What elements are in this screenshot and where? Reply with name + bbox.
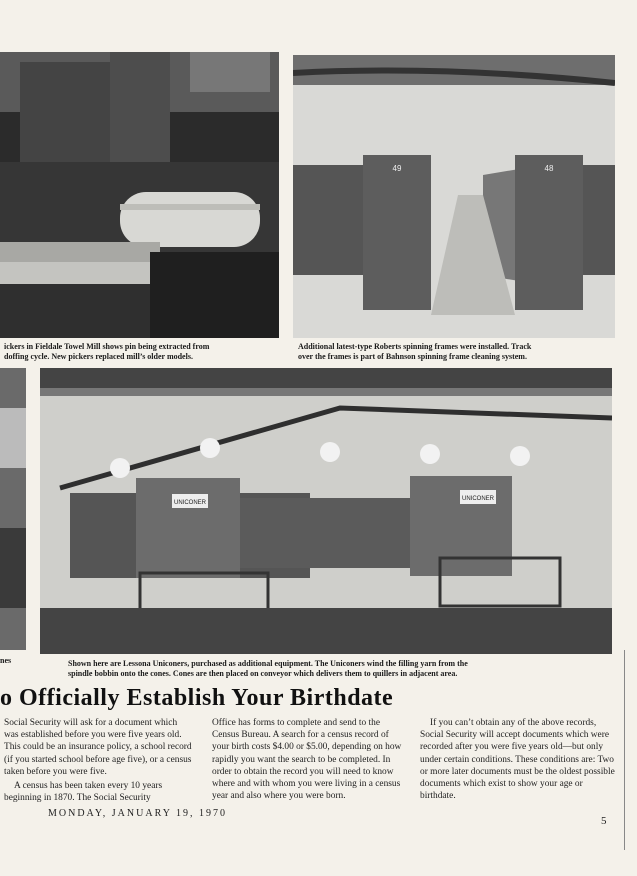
caption-spinning-frames-line2: over the frames is part of Bahnson spinning frame cleaning system. — [298, 352, 527, 361]
caption-spinning-frames-line1: Additional latest-type Roberts spinning frames were installed. Track — [298, 342, 532, 351]
article-column-1 — [4, 717, 194, 806]
column-1-paragraph-2: A census has been taken every 10 years beginning in 1870. The Social Security — [4, 781, 163, 804]
uniconers-illustration — [40, 368, 612, 654]
photo-towel-mill-pickers — [0, 52, 279, 338]
page-number: 5 — [601, 815, 607, 827]
caption-uniconers-line2: spindle bobbin onto the cones. Cones are then placed on conveyor which delivers them to quillers in adjacent area. — [68, 669, 458, 678]
caption-left-strip — [0, 656, 11, 666]
spinning-frames-illustration — [293, 55, 615, 338]
photo-uniconers — [40, 368, 612, 654]
photo-left-strip — [0, 368, 26, 650]
issue-date: MONDAY, JANUARY 19, 1970 — [48, 808, 228, 819]
column-2-paragraph-1: Office has forms to complete and send to the Census Bureau. A search for a census record of your birth costs $4.00 or $5.00, depending on how rapidly you want the search to be completed. In order to obtain the record you will need to know where and with whom you were living in a census year and also where you were born. — [212, 718, 402, 802]
article-headline: o Officially Establish Your Birthdate — [0, 685, 394, 711]
caption-uniconers-line1: Shown here are Lessona Uniconers, purchased as additional equipment. The Uniconers wind the filling yarn from the — [68, 659, 468, 668]
page-edge-divider — [624, 650, 625, 850]
frame-number-49: 49 — [392, 164, 402, 173]
caption-towel-mill — [4, 342, 209, 362]
pickers-machine-illustration — [0, 52, 279, 338]
frame-number-48: 48 — [544, 164, 554, 173]
caption-towel-mill-line1: ickers in Fieldale Towel Mill shows pin being extracted from — [4, 342, 210, 351]
caption-towel-mill-line2: doffing cycle. New pickers replaced mill’s older models. — [4, 352, 193, 361]
photo-spinning-frames — [293, 55, 615, 338]
uniconer-label-right: UNICONER — [461, 496, 495, 502]
uniconer-label-left: UNICONER — [173, 500, 207, 506]
caption-left-strip-text: nes — [0, 656, 12, 665]
column-1-paragraph-1: Social Security will ask for a document which was established before you were five years old. This could be an insurance policy, a school record (if you started school before age five), or a census taken before you were five. — [4, 718, 192, 777]
article-column-2 — [212, 717, 402, 804]
column-3-paragraph-1: If you can’t obtain any of the above records, Social Security will accept documents which were recorded after you were five years old—but only under certain conditions. These conditions are: Two or more later documents must be the oldest possible documents which exist to show your age or birthdate. — [420, 718, 615, 802]
article-column-3 — [420, 717, 615, 804]
caption-spinning-frames — [298, 342, 531, 362]
caption-uniconers — [68, 659, 468, 679]
left-strip-illustration — [0, 368, 26, 650]
